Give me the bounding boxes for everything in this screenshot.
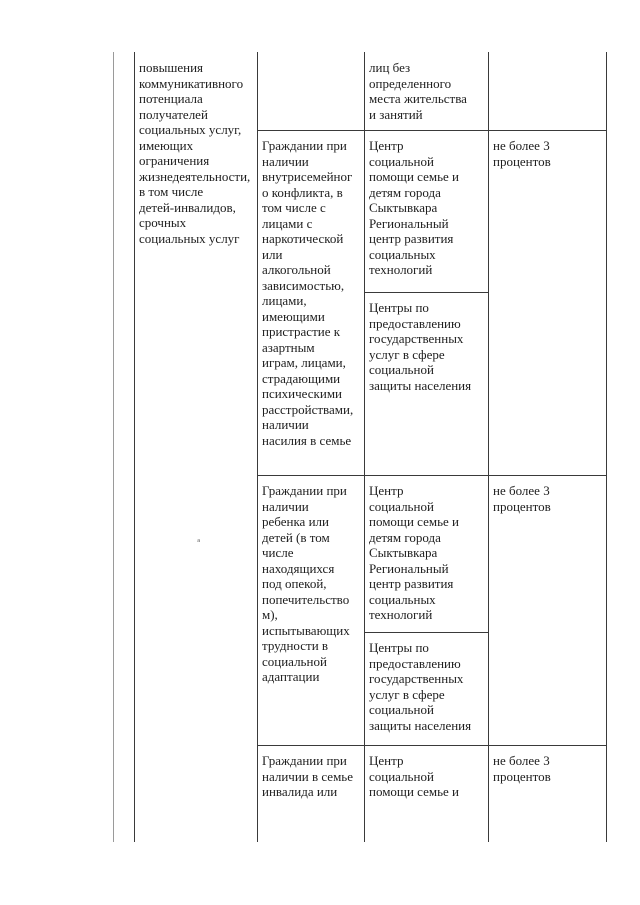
row-border-1 — [257, 130, 607, 131]
cell-row1-share-limit: не более 3 процентов — [493, 138, 551, 169]
cell-row2-provider-b: Центры по предоставлению государственных услуг в сфере социальной защиты населения — [369, 640, 472, 733]
cell-row1-provider-b: Центры по предоставлению государственных услуг в сфере социальной защиты населения — [369, 300, 472, 393]
table-border-col2 — [257, 52, 258, 842]
subrow-border-1 — [364, 292, 489, 293]
cell-row2-provider-a: Центр социальной помощи семье и детям города Сыктывкара Региональный центр развития социальных технологий — [369, 483, 459, 622]
cell-row3-provider: Центр социальной помощи семье и — [369, 753, 459, 799]
cell-row2-recipient-category: Граждании при наличии ребенка или детей (в том числе находящихся под опекой, попечительство м), испытывающих трудности в социальной адаптации — [262, 483, 350, 684]
table-border-col4 — [488, 52, 489, 842]
cell-row3-share-limit: не более 3 процентов — [493, 753, 551, 784]
scan-speck: ᵃ — [197, 538, 201, 548]
margin-mark — [113, 52, 114, 842]
row-border-2 — [257, 475, 607, 476]
cell-row1-recipient-category: Граждании при наличии внутрисемейног о конфликта, в том числе с лицами с наркотической или алкогольной зависимостью, лицами, имеющими пристрастие к азартным играм, лицами, страдающими психическими расстройствами, наличии насилия в семье — [262, 138, 354, 448]
table-border-right — [606, 52, 607, 842]
cell-row2-share-limit: не более 3 процентов — [493, 483, 551, 514]
table-border-col3 — [364, 52, 365, 842]
cell-col1-service-description: повышения коммуникативного потенциала получателей социальных услуг, имеющих ограничения жизнедеятельности, в том числе детей-инвалидов, срочных социальных услуг — [139, 60, 251, 246]
cell-row0-col3: лиц без определенного места жительства и занятий — [369, 60, 467, 122]
subrow-border-2 — [364, 632, 489, 633]
row-border-3 — [257, 745, 607, 746]
table-border-left — [134, 52, 135, 842]
cell-row3-recipient-category: Граждании при наличии в семье инвалида или — [262, 753, 353, 799]
cell-row1-provider-a: Центр социальной помощи семье и детям города Сыктывкара Региональный центр развития социальных технологий — [369, 138, 459, 277]
